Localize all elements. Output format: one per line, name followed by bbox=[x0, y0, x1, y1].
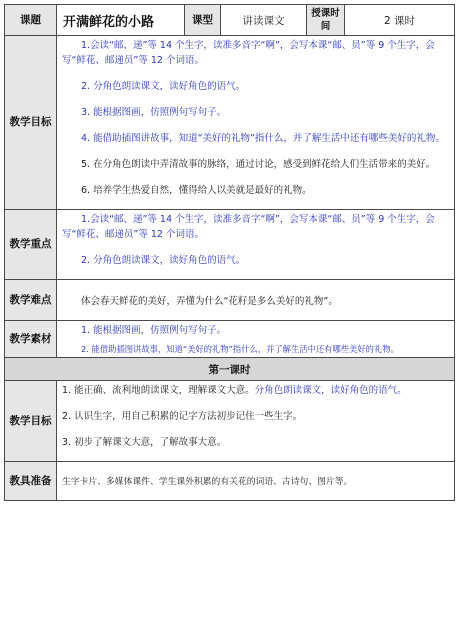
goal-item: 5. 在分角色朗读中弄清故事的脉络，通过讨论，感受到鲜花给人们生活带来的美好。 bbox=[81, 159, 436, 170]
key-points-label: 教学重点 bbox=[5, 210, 57, 280]
material-item: 1. 能根据图画，仿照例句写句子。 bbox=[81, 325, 227, 336]
goal-item: 3. 能根据图画，仿照例句写句子。 bbox=[81, 107, 227, 118]
goal-item: 4. 能借助插图讲故事，知道“美好的礼物”指什么，并了解生活中还有哪些美好的礼物。 bbox=[81, 133, 445, 144]
goals-label: 教学目标 bbox=[5, 36, 57, 210]
title-label: 课题 bbox=[5, 5, 57, 36]
difficulty-row bbox=[5, 280, 455, 321]
tools-label: 教具准备 bbox=[5, 462, 57, 501]
type-label: 课型 bbox=[185, 5, 221, 36]
goals-row bbox=[5, 36, 455, 210]
difficulty-text: 体会春天鲜花的美好，弄懂为什么“花籽是多么美好的礼物”。 bbox=[81, 295, 338, 307]
key-points-content bbox=[57, 210, 455, 280]
hours-label: 授课时间 bbox=[307, 5, 345, 36]
goal-item: 2. 分角色朗读课文，读好角色的语气。 bbox=[81, 81, 246, 92]
lesson1-goal-text: 1. 能正确、流利地朗读课文，理解课文大意。 bbox=[62, 385, 255, 396]
section-row bbox=[5, 358, 455, 381]
difficulty-content bbox=[57, 280, 455, 321]
key-point-item: 1.会读“邮、递”等 14 个生字，读准多音字“啊”，会写本课“邮、员”等 9 个生字，会写“鲜花、邮递员”等 12 个词语。 bbox=[62, 214, 435, 240]
goal-item: 6. 培养学生热爱自然，懂得给人以美就是最好的礼物。 bbox=[81, 185, 312, 196]
lesson-type: 讲读课文 bbox=[221, 5, 307, 36]
section-title: 第一课时 bbox=[5, 358, 455, 381]
lesson1-goal-item: 3. 初步了解课文大意，了解故事大意。 bbox=[62, 437, 227, 448]
key-points-row bbox=[5, 210, 455, 280]
key-point-item: 2. 分角色朗读课文，读好角色的语气。 bbox=[81, 255, 246, 266]
lesson-title: 开满鲜花的小路 bbox=[57, 5, 185, 36]
lesson1-goals-label: 教学目标 bbox=[5, 381, 57, 462]
goals-content bbox=[57, 36, 455, 210]
materials-row bbox=[5, 321, 455, 358]
tools-row bbox=[5, 462, 455, 501]
material-item: 2. 能借助插图讲故事，知道“美好的礼物”指什么，并了解生活中还有哪些美好的礼物。 bbox=[81, 344, 399, 354]
lesson1-goal-item: 2. 认识生字，用自己积累的记字方法初步记住一些生字。 bbox=[62, 411, 303, 422]
materials-content bbox=[57, 321, 455, 358]
lesson-hours: 2 课时 bbox=[345, 5, 455, 36]
difficulty-label: 教学难点 bbox=[5, 280, 57, 321]
materials-label: 教学素材 bbox=[5, 321, 57, 358]
tools-text: 生字卡片、多媒体课件、学生课外积累的有关花的词语、古诗句、图片等。 bbox=[62, 476, 353, 487]
lesson1-goals-row bbox=[5, 381, 455, 462]
lesson-plan-table bbox=[4, 4, 455, 501]
header-row bbox=[5, 5, 455, 36]
tools-content bbox=[57, 462, 455, 501]
lesson1-goal-item bbox=[62, 383, 448, 398]
lesson1-goal-highlight: 分角色朗读课文，读好角色的语气。 bbox=[254, 385, 407, 396]
goal-item: 1.会读“邮、递”等 14 个生字，读准多音字“啊”，会写本课“邮、员”等 9 个生字，会写“鲜花、邮递员”等 12 个词语。 bbox=[62, 40, 435, 66]
lesson1-goals-content bbox=[57, 381, 455, 462]
